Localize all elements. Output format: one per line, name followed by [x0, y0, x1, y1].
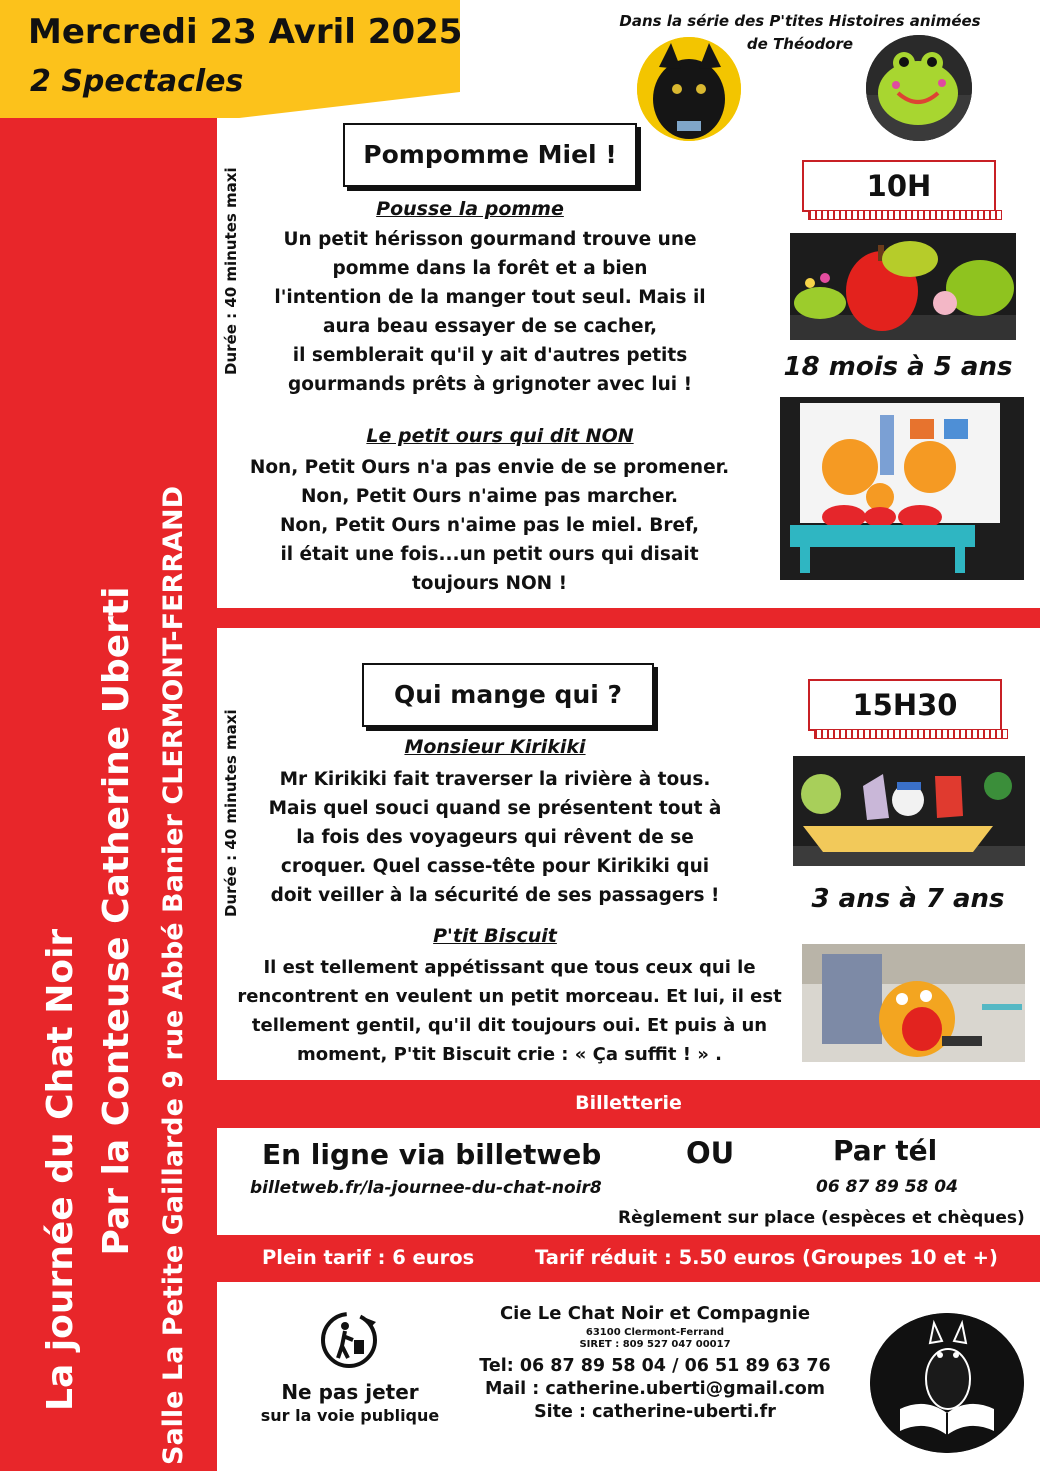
- story-title-pousse-la-pomme: Pousse la pomme: [376, 198, 564, 220]
- story-title-petit-ours: Le petit ours qui dit NON: [366, 425, 634, 447]
- full-price: Plein tarif : 6 euros: [262, 1246, 475, 1269]
- show-title-afternoon: Qui mange qui ?: [362, 663, 654, 727]
- company-info: [470, 1303, 840, 1422]
- online-ticket-label: En ligne via billetweb: [262, 1138, 602, 1171]
- event-date: Mercredi 23 Avril 2025: [28, 12, 463, 52]
- story-title-kirikiki: Monsieur Kirikiki: [404, 736, 586, 758]
- sidebar-vertical-text: [40, 71, 220, 1471]
- photo-boat: [793, 756, 1025, 866]
- show-title-morning: Pompomme Miel !: [343, 123, 637, 187]
- recycle-line-1: Ne pas jeter: [281, 1380, 419, 1404]
- company-website[interactable]: Site : catherine-uberti.fr: [534, 1402, 776, 1422]
- sidebar-line-venue: Salle La Petite Gaillarde 9 rue Abbé Banier CLERMONT-FERRAND: [158, 485, 189, 1465]
- duration-note-afternoon: Durée : 40 minutes maxi: [222, 709, 240, 917]
- company-email[interactable]: Mail : catherine.uberti@gmail.com: [484, 1379, 826, 1399]
- duration-note-morning: Durée : 40 minutes maxi: [222, 167, 240, 375]
- company-name: Cie Le Chat Noir et Compagnie: [499, 1303, 811, 1324]
- recycle-line-2: sur la voie publique: [260, 1406, 440, 1425]
- sidebar-line-event: La journée du Chat Noir: [40, 928, 81, 1411]
- black-cat-book-logo: [870, 1313, 1024, 1453]
- event-subtitle: 2 Spectacles: [30, 64, 244, 99]
- time-badge-afternoon: 15H30: [808, 679, 1002, 731]
- phone-label: Par tél: [833, 1134, 938, 1167]
- company-phone[interactable]: Tel: 06 87 89 58 04 / 06 51 89 63 76: [479, 1356, 831, 1376]
- sidebar-line-storyteller: Par la Conteuse Catherine Uberti: [96, 586, 137, 1256]
- company-city: 63100 Clermont-Ferrand: [585, 1327, 725, 1338]
- recycle-note: [250, 1380, 450, 1425]
- online-ticket-link[interactable]: billetweb.fr/la-journee-du-chat-noir8: [250, 1178, 602, 1198]
- company-siret: SIRET : 809 527 047 00017: [579, 1339, 731, 1350]
- photo-apple-hedgehog: [790, 233, 1016, 340]
- green-frog-puppet-image: [866, 35, 972, 141]
- story-text-ptit-biscuit: Il est tellement appétissant que tous ceux qui le rencontrent en veulent un petit morceau. Et lui, il est tellement gentil, qu'il dit toujours oui. Et puis à un moment, P'tit Biscuit crie : « Ça suffit ! » .: [237, 957, 782, 1065]
- series-line-1: Dans la série des P'tites Histoires animées: [619, 12, 981, 30]
- black-cat-puppet-image: [637, 37, 741, 141]
- age-range-morning: 18 mois à 5 ans: [783, 352, 1013, 382]
- story-text-kirikiki: Mr Kirikiki fait traverser la rivière à tous. Mais quel souci quand se présentent tout à la fois des voyageurs qui rêvent de se croquer. Quel casse-tête pour Kirikiki qui doit veiller à la sécurité de ses passagers !: [268, 769, 722, 906]
- ticketing-heading: Billetterie: [575, 1092, 682, 1114]
- payment-note: Règlement sur place (espèces et chèques): [618, 1208, 1025, 1228]
- photo-bears: [780, 397, 1024, 580]
- phone-number[interactable]: 06 87 89 58 04: [816, 1177, 958, 1197]
- story-title-ptit-biscuit: P'tit Biscuit: [433, 925, 557, 947]
- or-separator: OU: [686, 1136, 735, 1170]
- story-text-petit-ours: Non, Petit Ours n'a pas envie de se promener. Non, Petit Ours n'aime pas marcher. Non, Petit Ours n'aime pas le miel. Bref, il était une fois...un petit ours qui disait toujours NON !: [249, 457, 730, 594]
- story-text-pousse-la-pomme: Un petit hérisson gourmand trouve une pomme dans la forêt et a bien l'intention de la manger tout seul. Mais il aura beau essayer de se cacher, il semblerait qu'il y ait d'autres petits gourmands prêts à grignoter avec lui !: [274, 229, 706, 395]
- section-divider: [217, 608, 1040, 628]
- time-badge-morning: 10H: [802, 160, 996, 212]
- photo-biscuit: [802, 944, 1025, 1062]
- reduced-price: Tarif réduit : 5.50 euros (Groupes 10 et +): [535, 1246, 998, 1269]
- series-line-2: de Théodore: [746, 35, 854, 53]
- recycle-icon: [318, 1310, 380, 1370]
- age-range-afternoon: 3 ans à 7 ans: [811, 884, 1005, 914]
